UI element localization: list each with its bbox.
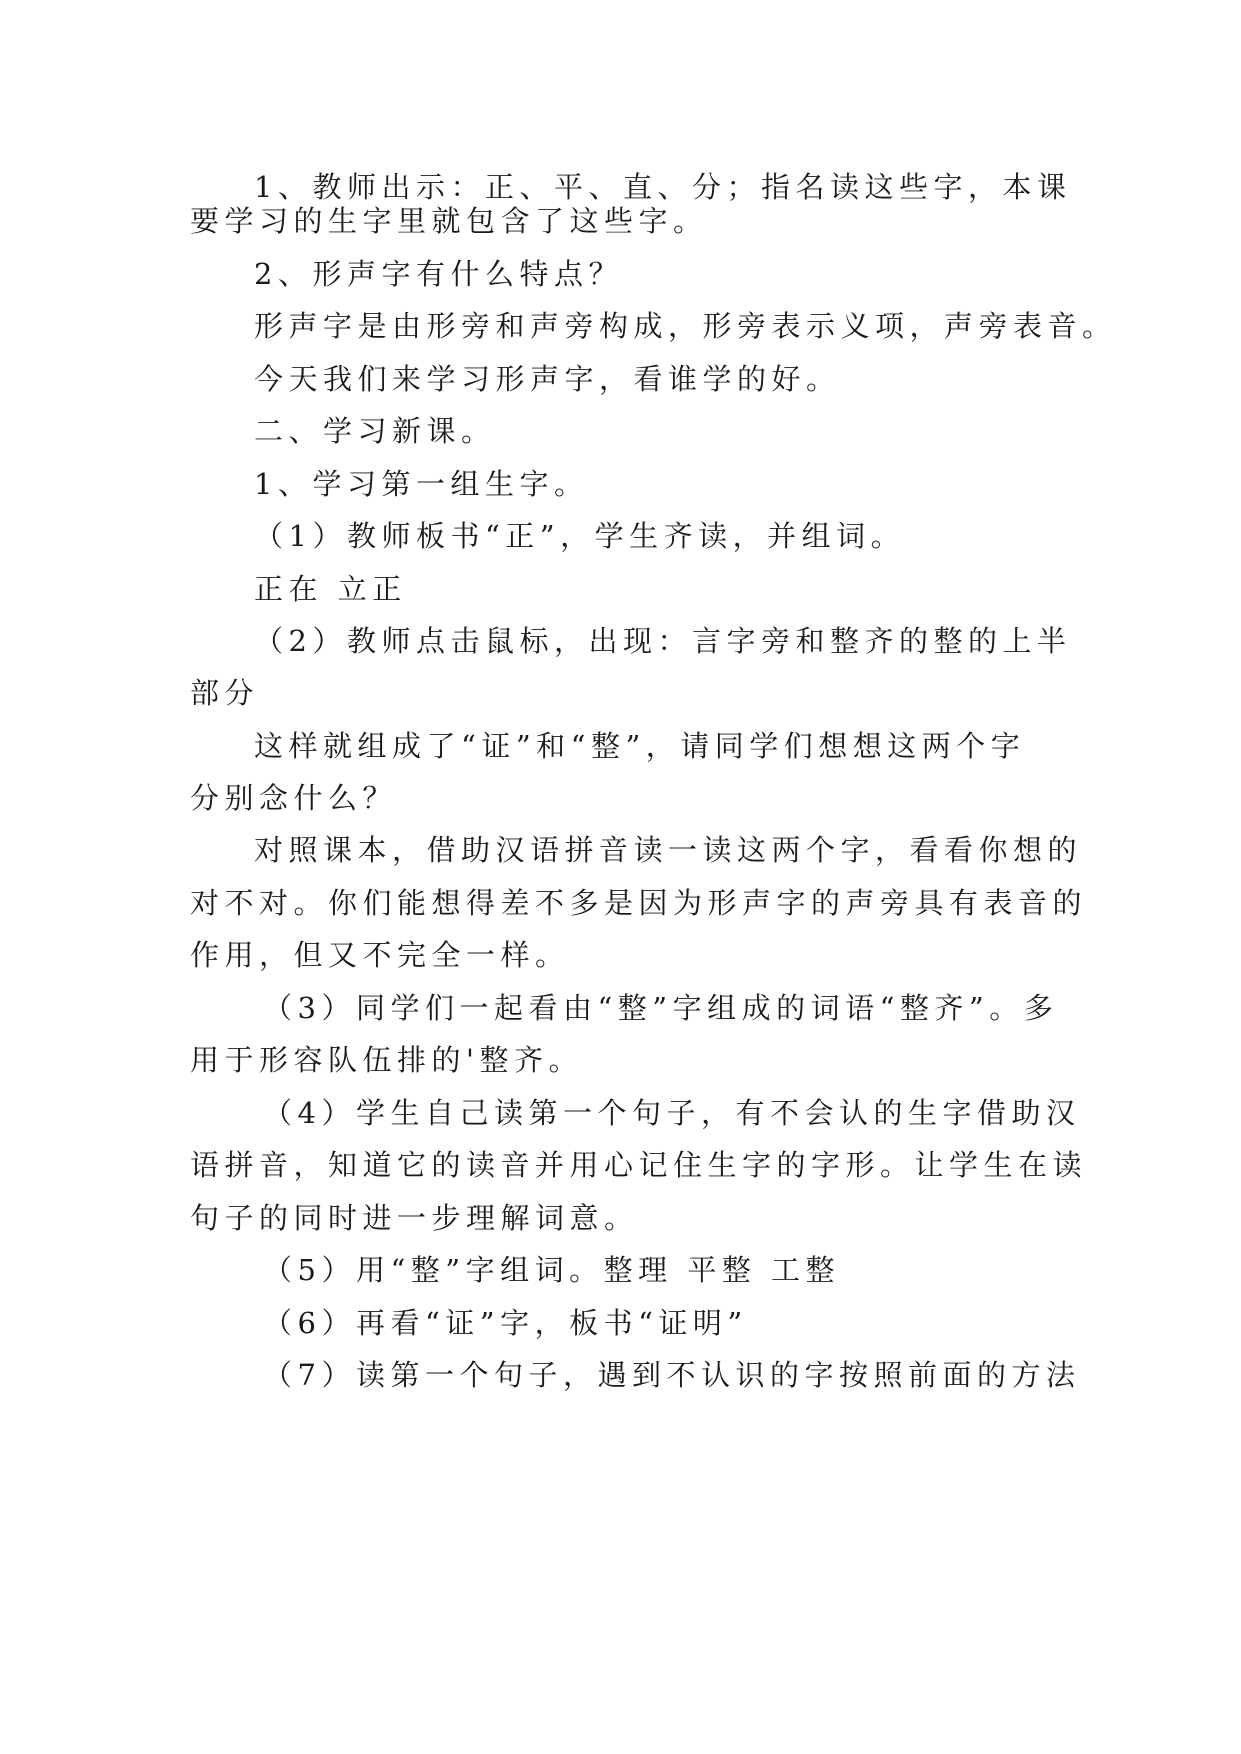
paragraph-line: 分别念什么？ <box>190 781 398 815</box>
paragraph-line: 正在 立正 <box>254 572 407 606</box>
paragraph-line: 形声字是由形旁和声旁构成，形旁表示义项，声旁表音。 <box>254 309 1117 343</box>
paragraph-line: 部分 <box>190 676 260 710</box>
paragraph-line: 作用，但又不完全一样。 <box>190 938 570 972</box>
paragraph-line: 今天我们来学习形声字，看谁学的好。 <box>254 362 841 396</box>
paragraph-line: （5）用“整”字组词。整理 平整 工整 <box>263 1253 841 1287</box>
paragraph-line: 语拼音，知道它的读音并用心记住生字的字形。让学生在读 <box>190 1148 1088 1182</box>
paragraph-line: 这样就组成了“证”和“整”，请同学们想想这两个字 <box>254 729 1026 763</box>
paragraph-line: 要学习的生字里就包含了这些字。 <box>190 204 708 238</box>
paragraph-line: 2、形声字有什么特点？ <box>254 257 623 291</box>
section-heading: 二、学习新课。 <box>254 414 496 448</box>
paragraph-line: （1）教师板书“正”，学生齐读，并组词。 <box>254 519 906 553</box>
paragraph-line: （2）教师点击鼠标，出现：言字旁和整齐的整的上半 <box>254 624 1072 658</box>
paragraph-line: 对照课本，借助汉语拼音读一读这两个字，看看你想的 <box>254 833 1083 867</box>
paragraph-line: 对不对。你们能想得差不多是因为形声字的声旁具有表音的 <box>190 886 1088 920</box>
paragraph-line: （3）同学们一起看由“整”字组成的词语“整齐”。多 <box>263 991 1059 1025</box>
subsection-heading: 1、学习第一组生字。 <box>254 467 589 501</box>
paragraph-line: （4）学生自己读第一个句子，有不会认的生字借助汉 <box>263 1096 1081 1130</box>
paragraph-line: 句子的同时进一步理解词意。 <box>190 1201 639 1235</box>
paragraph-line: 用于形容队伍排的'整齐。 <box>190 1043 583 1077</box>
paragraph-line: （7）读第一个句子，遇到不认识的字按照前面的方法 <box>263 1358 1081 1392</box>
paragraph-line: 1、教师出示：正、平、直、分；指名读这些字，本课 <box>254 170 1072 204</box>
paragraph-line: （6）再看“证”字，板书“证明” <box>263 1306 748 1340</box>
